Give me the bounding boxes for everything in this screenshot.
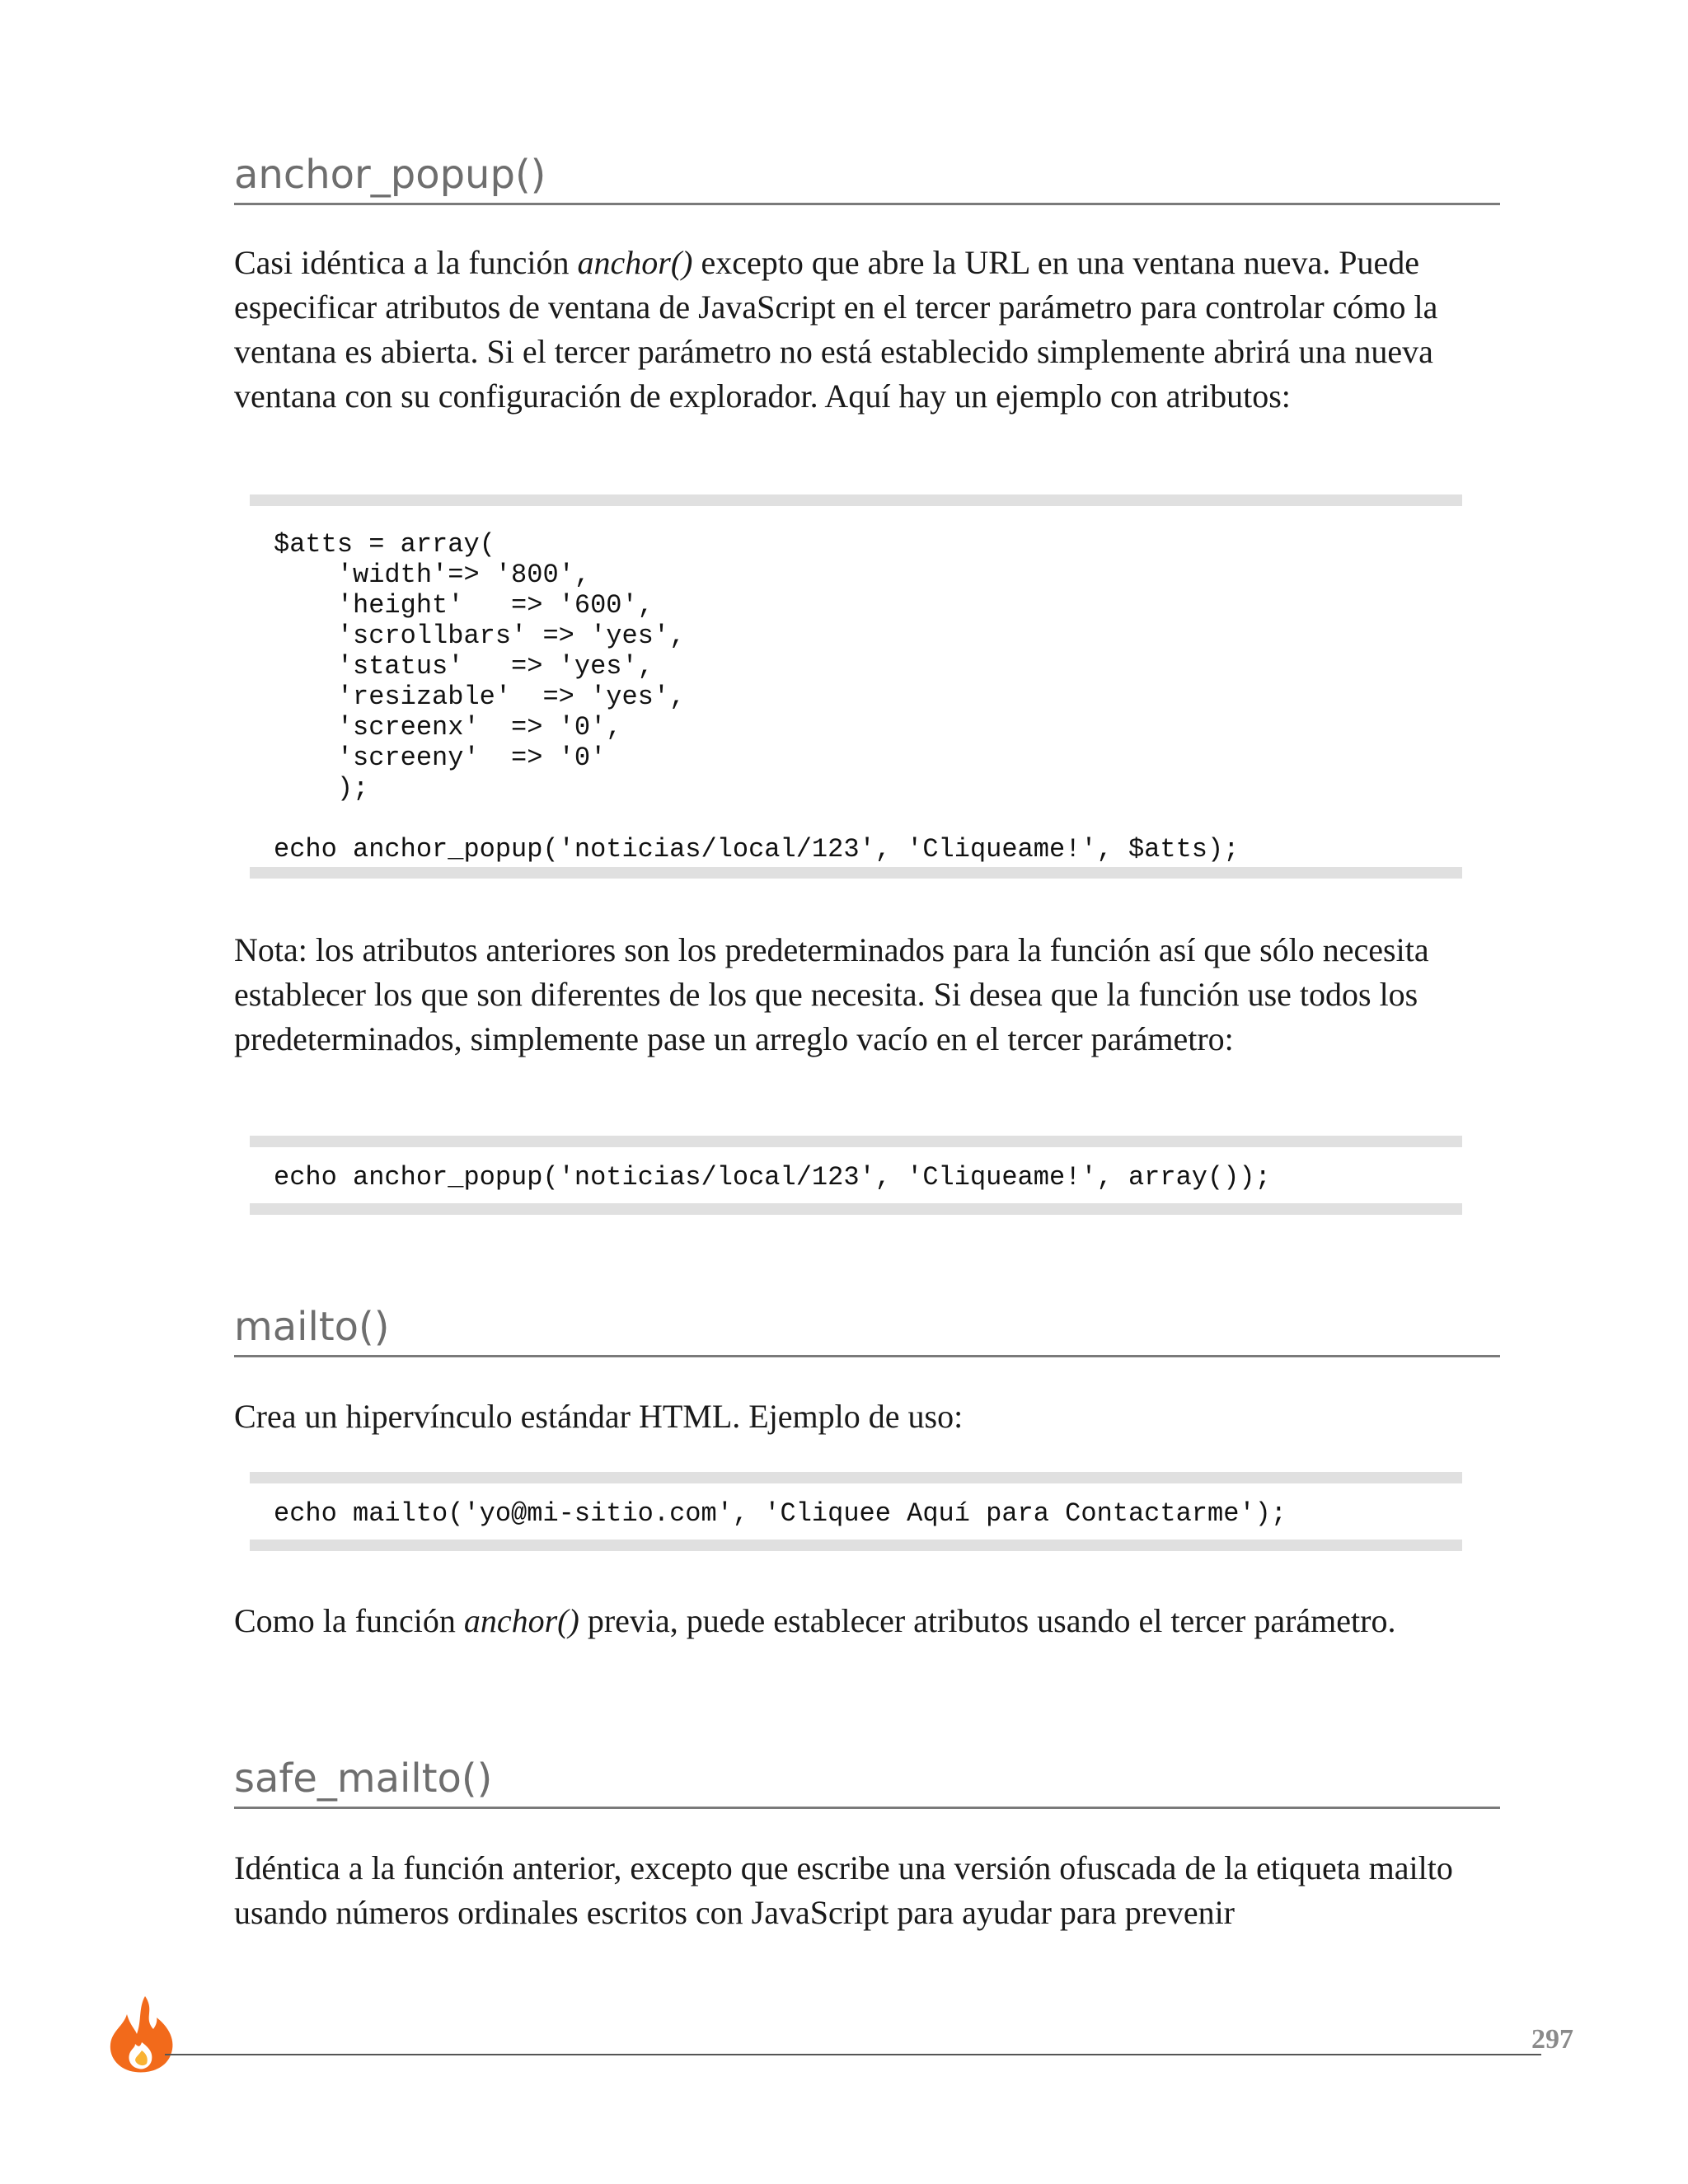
anchor-popup-description xyxy=(234,241,1503,419)
heading-mailto: mailto() xyxy=(234,1302,1500,1357)
anchor-function-ref-2: anchor() xyxy=(463,1602,579,1639)
safe-mailto-description: Idéntica a la función anterior, excepto que escribe una versión ofuscada de la etiqueta mailto usando números ordinales escritos con JavaScript para ayudar para prevenir xyxy=(234,1849,1453,1931)
anchor-popup-desc-part2: excepto que abre la URL en una ventana nueva. Puede especificar atributos de ventana de JavaScript en el tercer parámetro para controlar cómo la ventana es abierta. Si el tercer parámetro no está establecido simplemente abrirá una nueva ventana con su configuración de explorador. Aquí hay un ejemplo con atributos: xyxy=(234,244,1438,415)
heading-anchor-popup: anchor_popup() xyxy=(234,150,1500,205)
mailto-note-part2: previa, puede establecer atributos usando el tercer parámetro. xyxy=(579,1602,1396,1639)
anchor-function-ref: anchor() xyxy=(577,244,693,281)
code-block-mailto xyxy=(250,1472,1462,1551)
heading-safe-mailto: safe_mailto() xyxy=(234,1754,1500,1809)
page-number: 297 xyxy=(1531,2024,1573,2055)
code-block-anchor-popup xyxy=(250,494,1462,879)
flame-logo-icon xyxy=(106,1993,180,2075)
mailto-description: Crea un hipervínculo estándar HTML. Ejemplo de uso: xyxy=(234,1398,964,1435)
code-anchor-popup-empty-array: echo anchor_popup('noticias/local/123', 'Cliqueame!', array()); xyxy=(274,1162,1271,1193)
code-anchor-popup-example: $atts = array( 'width'=> '800', 'height' => '600', 'scrollbars' => 'yes', 'status' => 'yes', 'resizable' => 'yes', 'screenx' => '0', 'screeny' => '0' ); echo anchor_popup('noticias/local/123', 'Cliqueame!', $atts); xyxy=(274,529,1240,865)
anchor-popup-desc-part1: Casi idéntica a la función xyxy=(234,244,578,281)
code-block-anchor-popup-empty xyxy=(250,1136,1462,1215)
code-mailto-example: echo mailto('yo@mi-sitio.com', 'Cliquee Aquí para Contactarme'); xyxy=(274,1498,1287,1529)
mailto-note-part1: Como la función xyxy=(234,1602,464,1639)
anchor-popup-note: Nota: los atributos anteriores son los predeterminados para la función así que sólo necesita establecer los que son diferentes de los que necesita. Si desea que la función use todos los predeterminados, simplemente pase un arreglo vacío en el tercer parámetro: xyxy=(234,931,1429,1057)
mailto-attributes-note xyxy=(234,1599,1503,1643)
footer-rule xyxy=(165,2054,1541,2055)
